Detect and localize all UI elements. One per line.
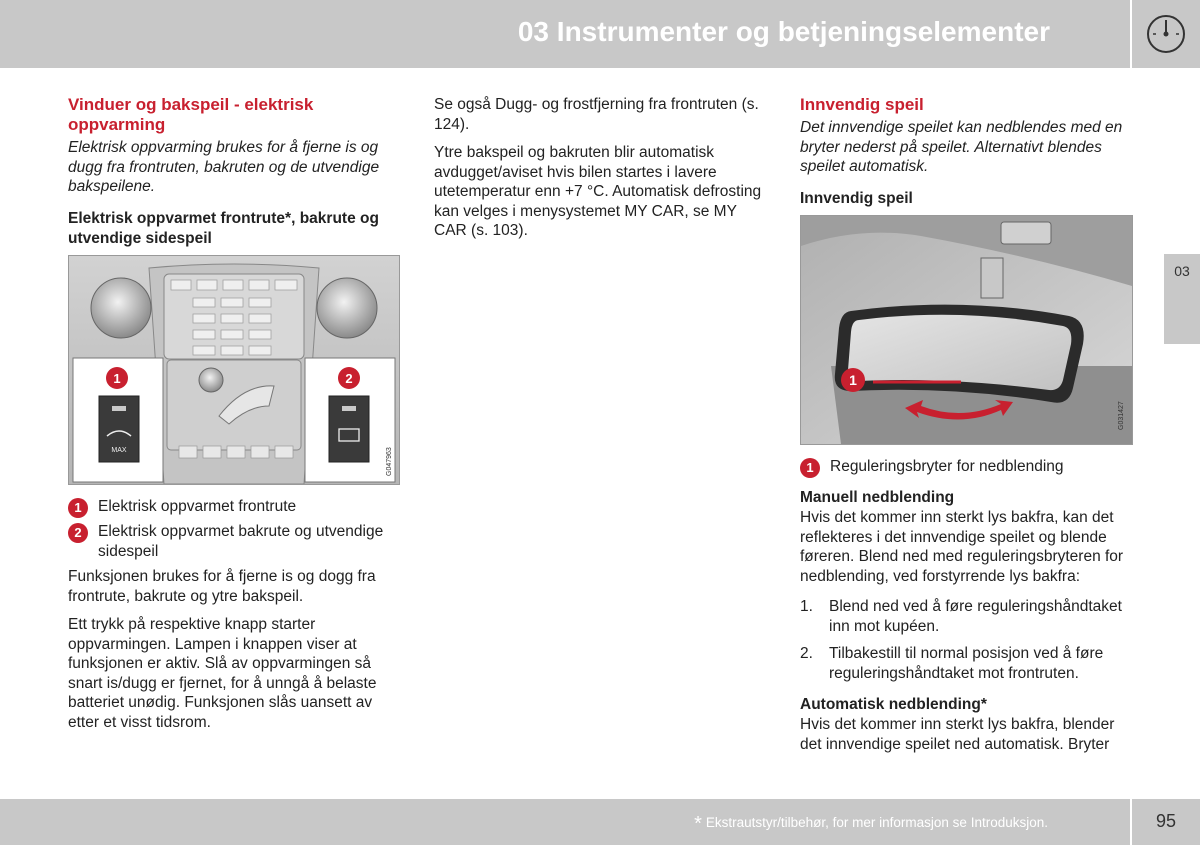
column-1 — [68, 95, 400, 741]
svg-text:1: 1 — [113, 370, 121, 386]
dimming-steps — [800, 597, 1132, 683]
footnote-text: Ekstrautstyr/tilbehør, for mer informasjon se Introduksjon. — [705, 815, 1048, 830]
page-number-box — [1132, 799, 1200, 845]
svg-text:MAX: MAX — [111, 446, 127, 454]
section-heading-heating: Vinduer og bakspeil - elektrisk oppvarming — [68, 95, 314, 134]
column-2 — [434, 95, 766, 250]
paragraph-auto-defrost: Ytre bakspeil og bakruten blir automatisk avdugget/aviset hvis bilen startes i lavere utetemperatur enn +7 °C. Automatisk defrosting kan velges i menysystemet MY CAR, se MY CAR (s. 103). — [434, 144, 762, 239]
subheading-manual-dimming: Manuell nedblending — [800, 489, 955, 506]
page-footer — [0, 799, 1130, 845]
subheading-heated-glass: Elektrisk oppvarmet frontrute*, bakrute og utvendige sidespeil — [68, 209, 379, 247]
svg-text:G031427: G031427 — [1118, 400, 1125, 430]
subheading-auto-dimming: Automatisk nedblending* — [800, 696, 987, 713]
page-header — [0, 0, 1130, 68]
legend-badge-2: 2 — [68, 523, 88, 543]
step-number-1: 1. — [800, 598, 813, 615]
legend-text-2: Elektrisk oppvarmet bakrute og utvendige sidespeil — [98, 523, 384, 560]
paragraph-auto-dimming: Hvis det kommer inn sterkt lys bakfra, blender det innvendige speilet ned automatisk. Bryter — [800, 716, 1115, 753]
gauge-icon — [1132, 0, 1200, 68]
footnote-star: * — [694, 813, 702, 835]
mirror-legend-badge-1: 1 — [800, 458, 820, 478]
step-text-1: Blend ned ved å føre reguleringshåndtaket inn mot kupéen. — [829, 598, 1122, 635]
chapter-icon-box — [1132, 0, 1200, 68]
footnote — [694, 813, 1048, 836]
step-item-1 — [800, 597, 1132, 636]
section-intro-mirror: Det innvendige speilet kan nedblendes med en bryter nederst på speilet. Alternativt blendes speilet automatisk. — [800, 119, 1123, 175]
svg-text:2: 2 — [345, 370, 353, 386]
step-number-2: 2. — [800, 645, 813, 662]
chapter-title: 03 Instrumenter og betjeningselementer — [517, 16, 1050, 47]
chapter-side-tab-label: 03 — [1174, 263, 1190, 279]
center-console-illustration — [68, 255, 400, 485]
step-item-2 — [800, 644, 1132, 683]
subheading-mirror: Innvendig speil — [800, 189, 913, 207]
legend-item-2 — [68, 522, 400, 561]
svg-text:1: 1 — [849, 371, 857, 388]
column-3 — [800, 95, 1132, 763]
paragraph-function: Funksjonen brukes for å fjerne is og dogg fra frontrute, bakrute og ytre bakspeil. — [68, 568, 376, 605]
volume-knob — [91, 278, 151, 338]
svg-text:G047963: G047963 — [386, 446, 393, 476]
paragraph-manual-dimming: Hvis det kommer inn sterkt lys bakfra, kan det reflekteres i det innvendige speilet og blende føreren. Blend ned med reguleringsbryteren for nedblending, ved forstyrrende lys bakfra: — [800, 509, 1124, 585]
chapter-side-tab — [1164, 254, 1200, 344]
mirror-legend-text-1: Reguleringsbryter for nedblending — [830, 457, 1064, 475]
mirror-legend-item-1 — [800, 457, 1132, 477]
step-text-2: Tilbakestill til normal posisjon ved å føre reguleringshåndtaket mot frontruten. — [829, 645, 1104, 682]
paragraph-press: Ett trykk på respektive knapp starter oppvarmingen. Lampen i knappen viser at funksjonen er aktiv. Slå av oppvarmingen så snart is/dugg er fjernet, for å unngå å belaste batteriet unødig. Funksjonen slås uansett av etter et visst tidsrom. — [68, 616, 377, 731]
paragraph-see-also: Se også Dugg- og frostfjerning fra frontruten (s. 124). — [434, 96, 759, 133]
rearview-mirror-illustration — [800, 215, 1133, 445]
legend-badge-1: 1 — [68, 498, 88, 518]
section-intro-heating: Elektrisk oppvarming brukes for å fjerne is og dugg fra frontruten, bakruten og de utvendige bakspeilene. — [68, 139, 380, 195]
legend-text-1: Elektrisk oppvarmet frontrute — [98, 497, 297, 515]
page-number: 95 — [1155, 811, 1177, 831]
section-heading-mirror: Innvendig speil — [800, 95, 924, 114]
legend-item-1 — [68, 497, 400, 517]
